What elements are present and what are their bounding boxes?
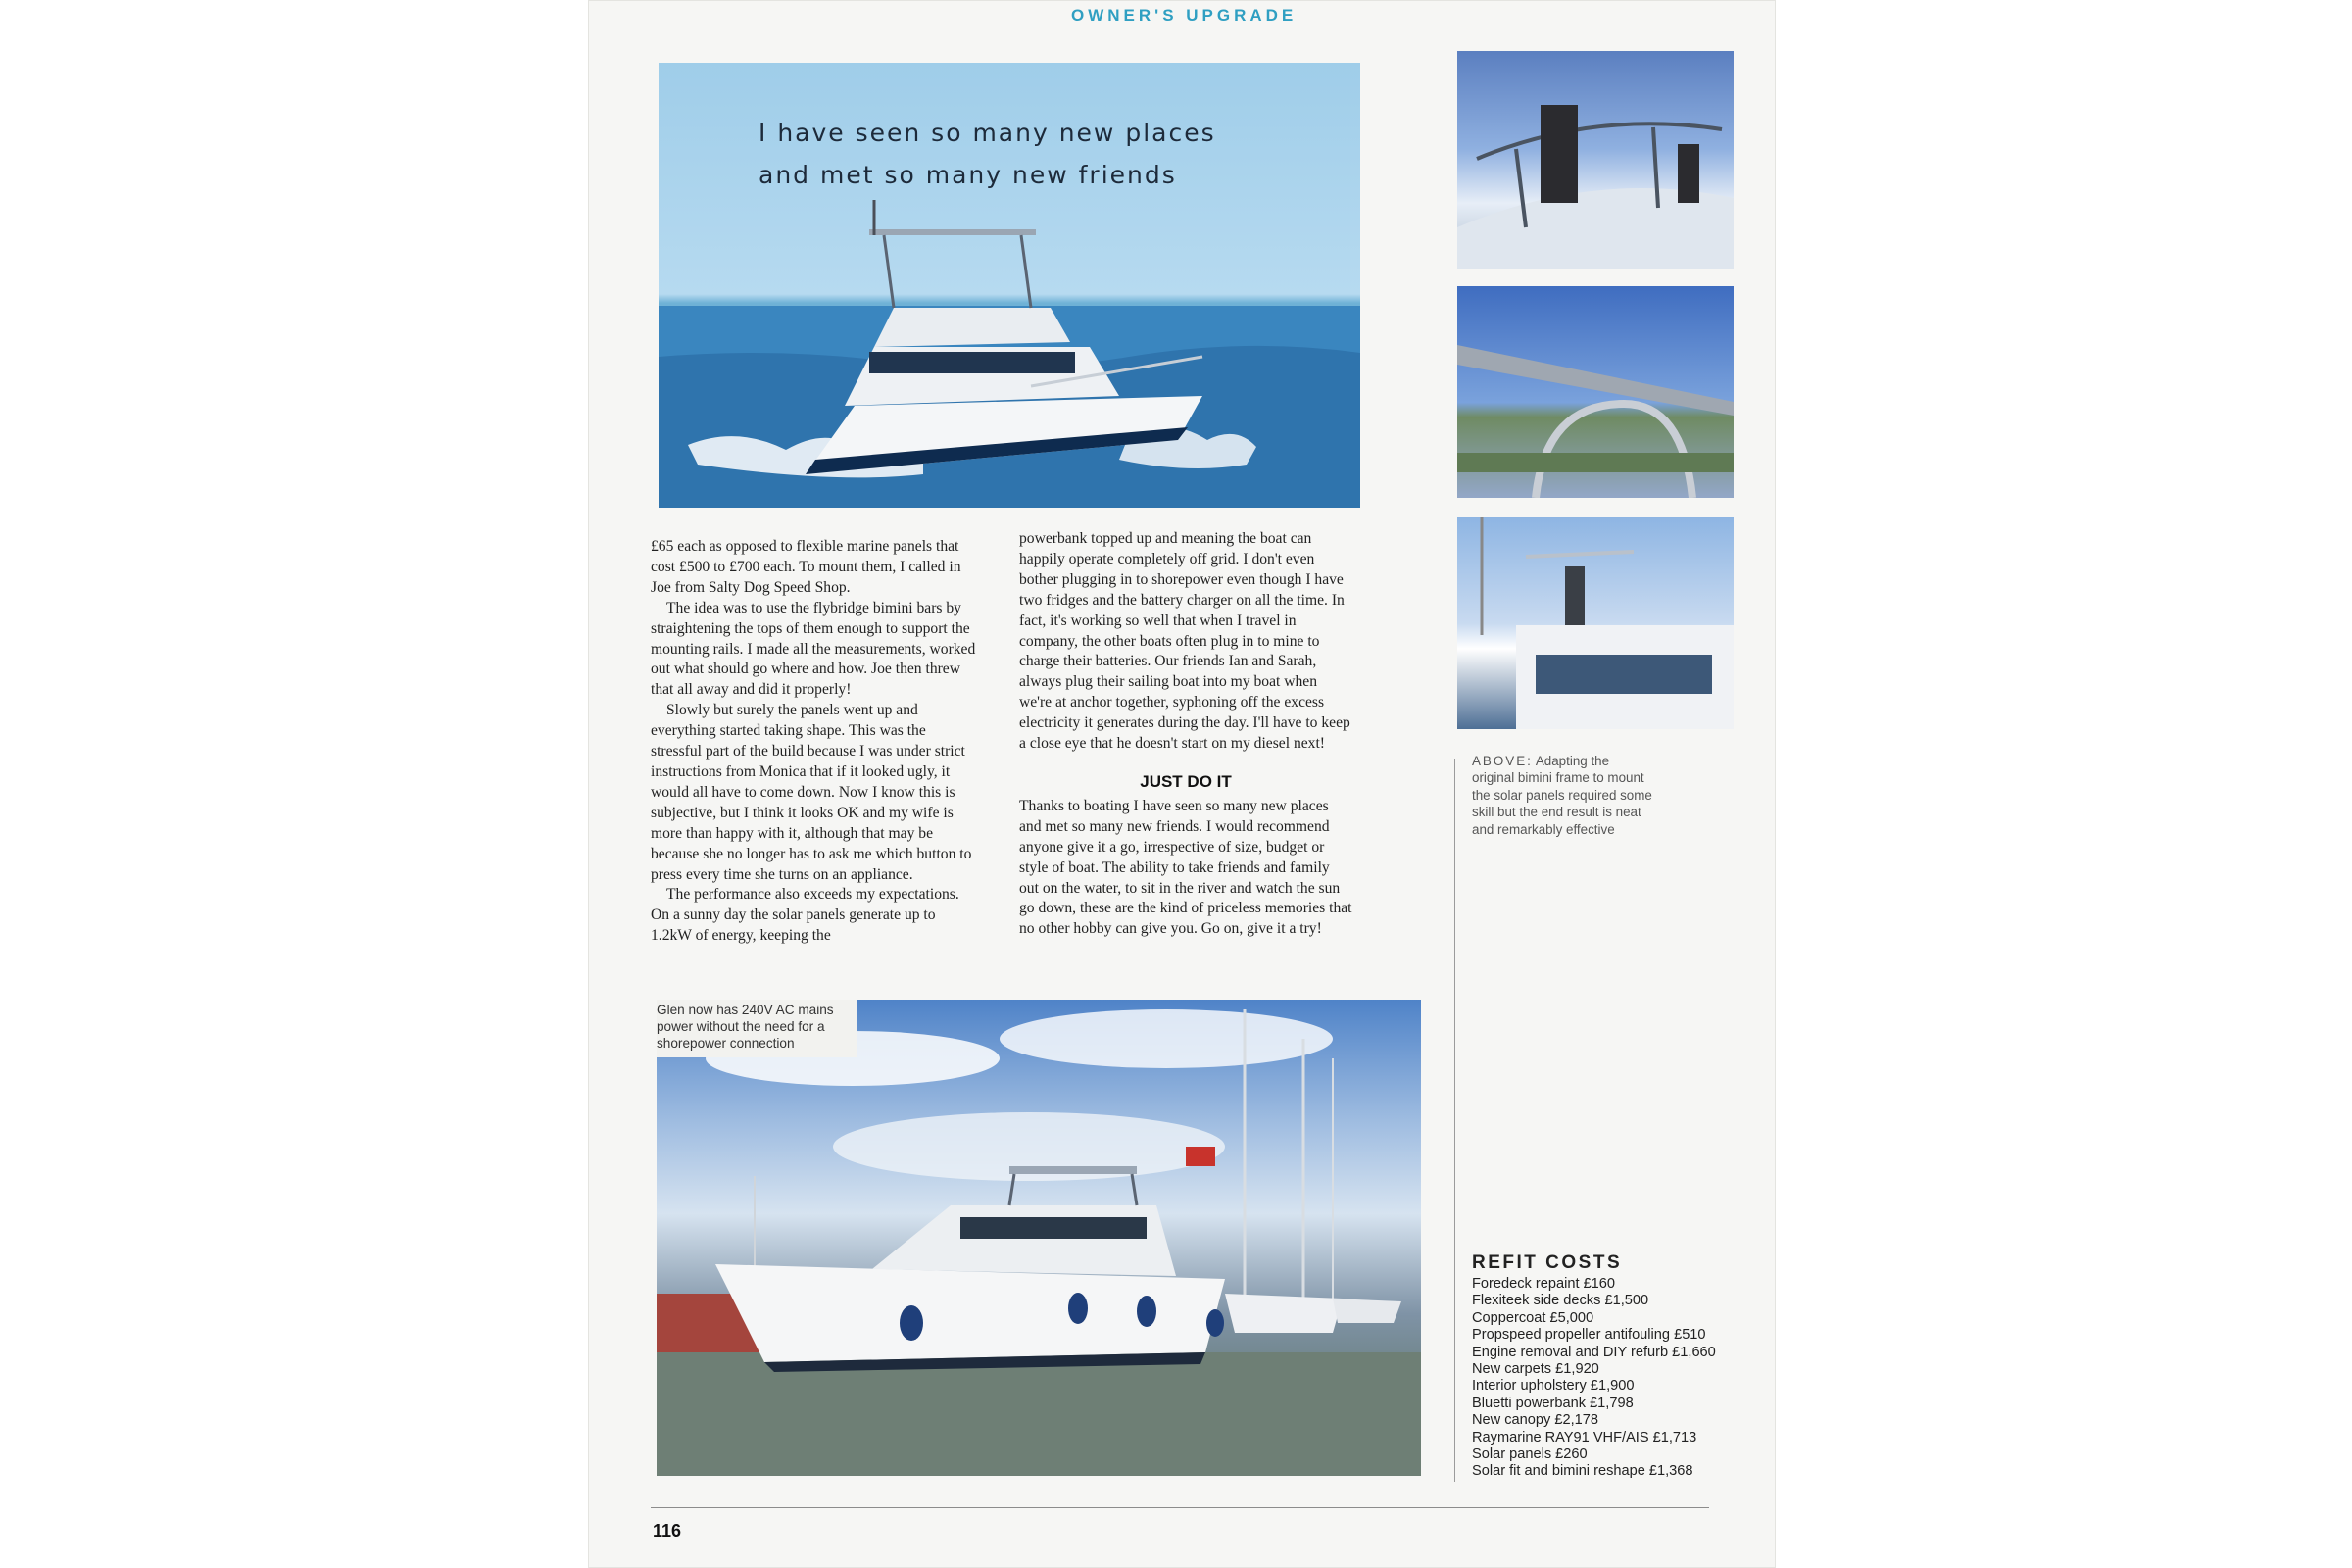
bimini-work-photo-3 — [1457, 517, 1734, 729]
list-item: Solar panels £260 — [1472, 1446, 1588, 1463]
paragraph-2: The idea was to use the flybridge bimini bars by straightening the tops of them enough to support the mounting rails. I made all the measurements, worked out what should go where and how. Joe then threw that all away and did it properly! — [651, 599, 976, 699]
list-item: New carpets £1,920 — [1472, 1361, 1599, 1378]
paragraph-continued: powerbank topped up and meaning the boat can happily operate completely off grid. I don't even bother plugging in to shorepower even though I have two fridges and the battery charger on all the time. In fact, it's working so well that when I travel in company, the other boats often plug in to mine to charge their batteries. Our friends Ian and Sarah, always plug their sailing boat into my boat when we're at anchor together, syphoning off the excess electricity it generates during the day. I'll have to keep a close eye that he doesn't start on my diesel next! — [1019, 530, 1350, 753]
refit-costs-heading: REFIT COSTS — [1472, 1252, 1623, 1273]
list-item: Foredeck repaint £160 — [1472, 1276, 1616, 1292]
paragraph-closing: Thanks to boating I have seen so many new places and met so many new friends. I would recommend anyone give it a go, irrespective of size, budget or style of boat. The ability to take friends and family out on the water, to sit in the river and watch the sun go down, these are the kind of priceless memories that no other hobby can give you. Go on, give it a try! — [1019, 797, 1352, 938]
page-number: 116 — [653, 1521, 682, 1541]
section-header: OWNER'S UPGRADE — [1071, 6, 1298, 24]
list-item: Propspeed propeller antifouling £510 — [1472, 1327, 1706, 1344]
refit-costs-list — [1472, 1276, 1746, 1481]
list-item: Engine removal and DIY refurb £1,660 — [1472, 1344, 1716, 1360]
hero-boat-photo — [659, 63, 1360, 508]
hero-pull-quote — [759, 112, 1307, 196]
list-item: Interior upholstery £1,900 — [1472, 1378, 1635, 1395]
paragraph-1: £65 each as opposed to flexible marine panels that cost £500 to £700 each. To mount them, I called in Joe from Salty Dog Speed Shop. — [651, 538, 961, 596]
list-item: Raymarine RAY91 VHF/AIS £1,713 — [1472, 1429, 1697, 1446]
column-divider — [1454, 759, 1455, 1482]
bimini-work-photo-1 — [1457, 51, 1734, 269]
marina-photo-caption: Glen now has 240V AC mains power without the need for a shorepower connection — [657, 1000, 857, 1057]
article-column-1 — [651, 537, 980, 947]
article-column-2 — [1019, 529, 1352, 940]
marina-boat-photo — [657, 1000, 1421, 1476]
photo-caption-above — [1472, 753, 1654, 838]
paragraph-4: The performance also exceeds my expectations. On a sunny day the solar panels generate up to 1.2kW of energy, keeping the — [651, 886, 959, 945]
magazine-page — [588, 0, 1776, 1568]
bimini-work-photo-2 — [1457, 286, 1734, 498]
bimini-frame-illustration-2 — [1457, 286, 1734, 498]
list-item: Coppercoat £5,000 — [1472, 1309, 1594, 1326]
list-item: Solar fit and bimini reshape £1,368 — [1472, 1463, 1693, 1480]
footer-rule — [651, 1507, 1709, 1508]
quote-line-1: I have seen so many new places — [759, 119, 1216, 147]
list-item: New canopy £2,178 — [1472, 1412, 1598, 1429]
moored-boat-illustration — [657, 1000, 1421, 1476]
bimini-frame-illustration-3 — [1457, 517, 1734, 729]
caption-lead: ABOVE: — [1472, 754, 1533, 768]
refit-costs-box — [1472, 1252, 1746, 1481]
list-item: Bluetti powerbank £1,798 — [1472, 1395, 1634, 1411]
list-item: Flexiteek side decks £1,500 — [1472, 1293, 1649, 1309]
paragraph-3: Slowly but surely the panels went up and everything started taking shape. This was the stressful part of the build because I was under strict instructions from Monica that if it looked ugly, it would all have to come down. Now I know this is subjective, but I think it looks OK and my wife is more than happy with it, although that may be because she no longer has to ask me which button to press every time she turns on an appliance. — [651, 702, 972, 883]
quote-line-2: and met so many new friends — [759, 161, 1177, 189]
bimini-frame-illustration-1 — [1457, 51, 1734, 269]
subheading: JUST DO IT — [1140, 771, 1232, 791]
caption-text: Adapting the original bimini frame to mount the solar panels required some skill but the end result is neat and remarkably effective — [1472, 754, 1652, 837]
